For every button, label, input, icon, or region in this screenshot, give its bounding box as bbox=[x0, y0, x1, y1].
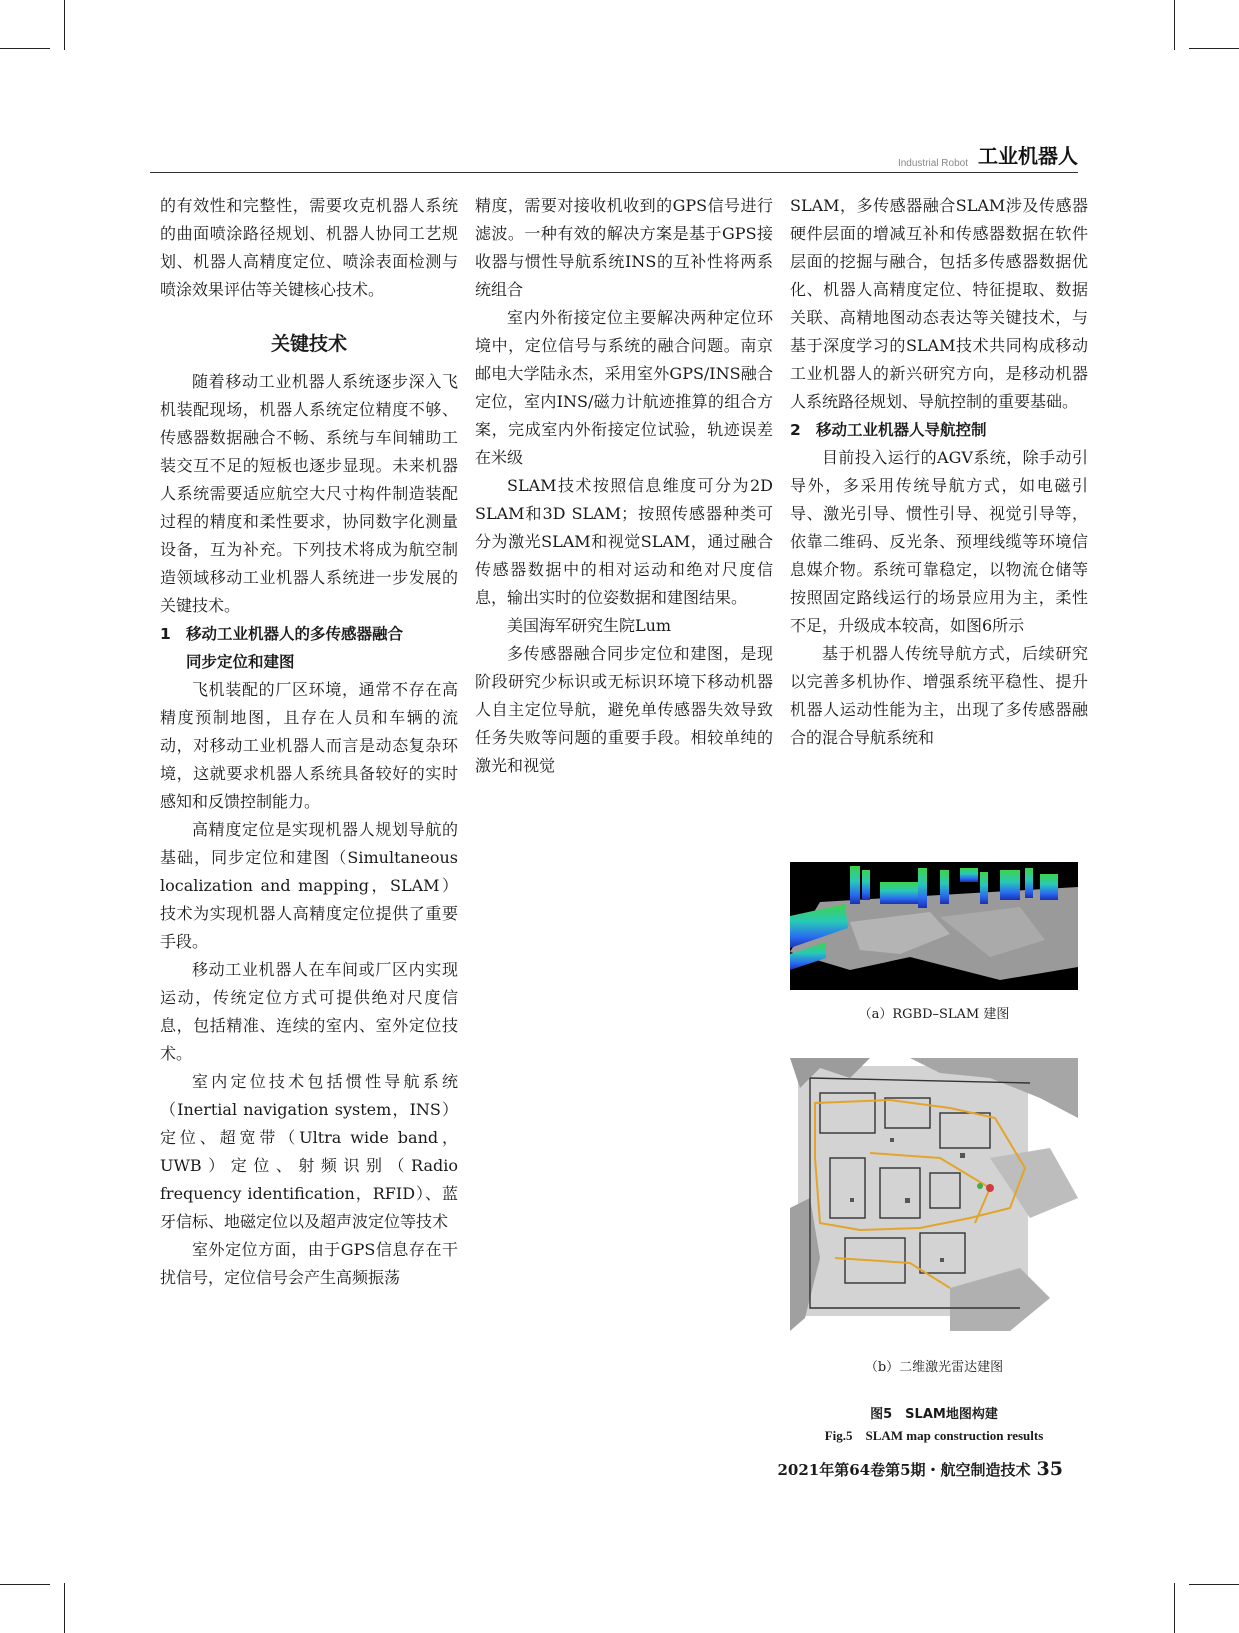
paragraph: 多传感器融合同步定位和建图，是现阶段研究少标识或无标识环境下移动机器人自主定位导航，避免单传感器失效导致任务失败等问题的重要手段。相较单纯的激光和视觉 bbox=[475, 644, 773, 775]
subsection-heading-2 bbox=[790, 416, 1088, 444]
text-column-2 bbox=[475, 192, 773, 780]
text-column-3 bbox=[790, 192, 1088, 752]
crop-mark bbox=[1174, 0, 1175, 50]
crop-mark bbox=[64, 1583, 65, 1633]
section-title: 关键技术 bbox=[270, 333, 347, 355]
paragraph: 高精度定位是实现机器人规划导航的基础，同步定位和建图（Simultaneous localization and mapping，SLAM）技术为实现机器人高精度定位提供了重要手段。 bbox=[160, 820, 458, 951]
figure-2d-lidar-map bbox=[790, 1058, 1078, 1331]
footer-journal-info: 2021年第64卷第5期・航空制造技术 bbox=[777, 1461, 1031, 1479]
paragraph: 随着移动工业机器人系统逐步深入飞机装配现场，机器人系统定位精度不够、传感器数据融合不畅、系统与车间辅助工装交互不足的短板也逐步显现。未来机器人系统需要适应航空大尺寸构件制造装配过程的精度和柔性要求，协同数字化测量设备，互为补充。下列技术将成为航空制造领域移动工业机器人系统进一步发展的关键技术。 bbox=[160, 372, 458, 615]
crop-mark bbox=[64, 0, 65, 50]
paragraph: 的有效性和完整性，需要攻克机器人系统的曲面喷涂路径规划、机器人协同工艺规划、机器人高精度定位、喷涂表面检测与喷涂效果评估等关键核心技术。 bbox=[160, 196, 458, 299]
crop-mark bbox=[1189, 1584, 1239, 1585]
crop-mark bbox=[0, 48, 50, 49]
paragraph: 移动工业机器人在车间或厂区内实现运动，传统定位方式可提供绝对尺度信息，包括精准、连续的室内、室外定位技术。 bbox=[160, 960, 458, 1063]
subsection-title: 移动工业机器人导航控制 bbox=[816, 421, 987, 439]
paragraph: SLAM技术按照信息维度可分为2D SLAM和3D SLAM；按照传感器种类可分为激光SLAM和视觉SLAM，通过融合传感器数据中的相对运动和绝对尺度信息，输出实时的位姿数据和建图结果。 bbox=[475, 476, 773, 607]
paragraph: 飞机装配的厂区环境，通常不存在高精度预制地图，且存在人员和车辆的流动，对移动工业机器人而言是动态复杂环境，这就要求机器人系统具备较好的实时感知和反馈控制能力。 bbox=[160, 680, 458, 811]
page-footer bbox=[777, 1458, 1063, 1480]
rgbd-map-graphic bbox=[790, 862, 1078, 990]
header-journal-en: Industrial Robot bbox=[897, 158, 968, 169]
subsection-heading-1 bbox=[160, 620, 458, 676]
figure-caption-a: （a）RGBD–SLAM 建图 bbox=[858, 1007, 1010, 1022]
subsection-title-line1: 移动工业机器人的多传感器融合 bbox=[186, 625, 404, 643]
paragraph: 目前投入运行的AGV系统，除手动引导外，多采用传统导航方式，如电磁引导、激光引导、惯性引导、视觉引导等，依靠二维码、反光条、预埋线缆等环境信息媒介物。系统可靠稳定，以物流仓储等按照固定路线运行的场景应用为主，柔性不足，升级成本较高，如图6所示 bbox=[790, 448, 1088, 635]
running-header bbox=[150, 140, 1078, 173]
crop-mark bbox=[1174, 1583, 1175, 1633]
figure-title-cn: 图5 SLAM地图构建 bbox=[870, 1407, 998, 1422]
subsection-title-line2: 同步定位和建图 bbox=[186, 653, 295, 671]
paragraph: 美国海军研究生院Lum bbox=[507, 616, 672, 635]
figure-caption-b: （b）二维激光雷达建图 bbox=[864, 1360, 1004, 1375]
subsection-number: 1 bbox=[160, 625, 171, 643]
paragraph: 室内定位技术包括惯性导航系统（Inertial navigation system，INS）定位、超宽带（Ultra wide band，UWB）定位、射频识别（Radio frequency identification，RFID）、蓝牙信标、地磁定位以及超声波定位等技术 bbox=[160, 1072, 458, 1231]
header-journal-cn: 工业机器人 bbox=[978, 144, 1078, 168]
paragraph: SLAM，多传感器融合SLAM涉及传感器硬件层面的增减互补和传感器数据在软件层面的挖掘与融合，包括多传感器数据优化、机器人高精度定位、特征提取、数据关联、高精地图动态表达等关键技术，与基于深度学习的SLAM技术共同构成移动工业机器人的新兴研究方向，是移动机器人系统路径规划、导航控制的重要基础。 bbox=[790, 196, 1088, 411]
crop-mark bbox=[1189, 48, 1239, 49]
text-column-1 bbox=[160, 192, 458, 1292]
paragraph: 基于机器人传统导航方式，后续研究以完善多机协作、增强系统平稳性、提升机器人运动性能为主，出现了多传感器融合的混合导航系统和 bbox=[790, 644, 1088, 747]
figure-rgbd-slam-map bbox=[790, 862, 1078, 990]
subsection-number: 2 bbox=[790, 421, 801, 439]
paragraph: 室外定位方面，由于GPS信息存在干扰信号，定位信号会产生高频振荡 bbox=[160, 1240, 458, 1287]
paragraph: 室内外衔接定位主要解决两种定位环境中，定位信号与系统的融合问题。南京邮电大学陆永杰，采用室外GPS/INS融合定位，室内INS/磁力计航迹推算的组合方案，完成室内外衔接定位试验，轨迹误差在米级 bbox=[475, 308, 773, 467]
figure-title-en: Fig.5 SLAM map construction results bbox=[824, 1428, 1044, 1443]
page-number: 35 bbox=[1036, 1458, 1063, 1480]
crop-mark bbox=[0, 1584, 50, 1585]
lidar-map-graphic bbox=[790, 1058, 1078, 1331]
paragraph: 精度，需要对接收机收到的GPS信号进行滤波。一种有效的解决方案是基于GPS接收器与惯性导航系统INS的互补性将两系统组合 bbox=[475, 196, 773, 299]
